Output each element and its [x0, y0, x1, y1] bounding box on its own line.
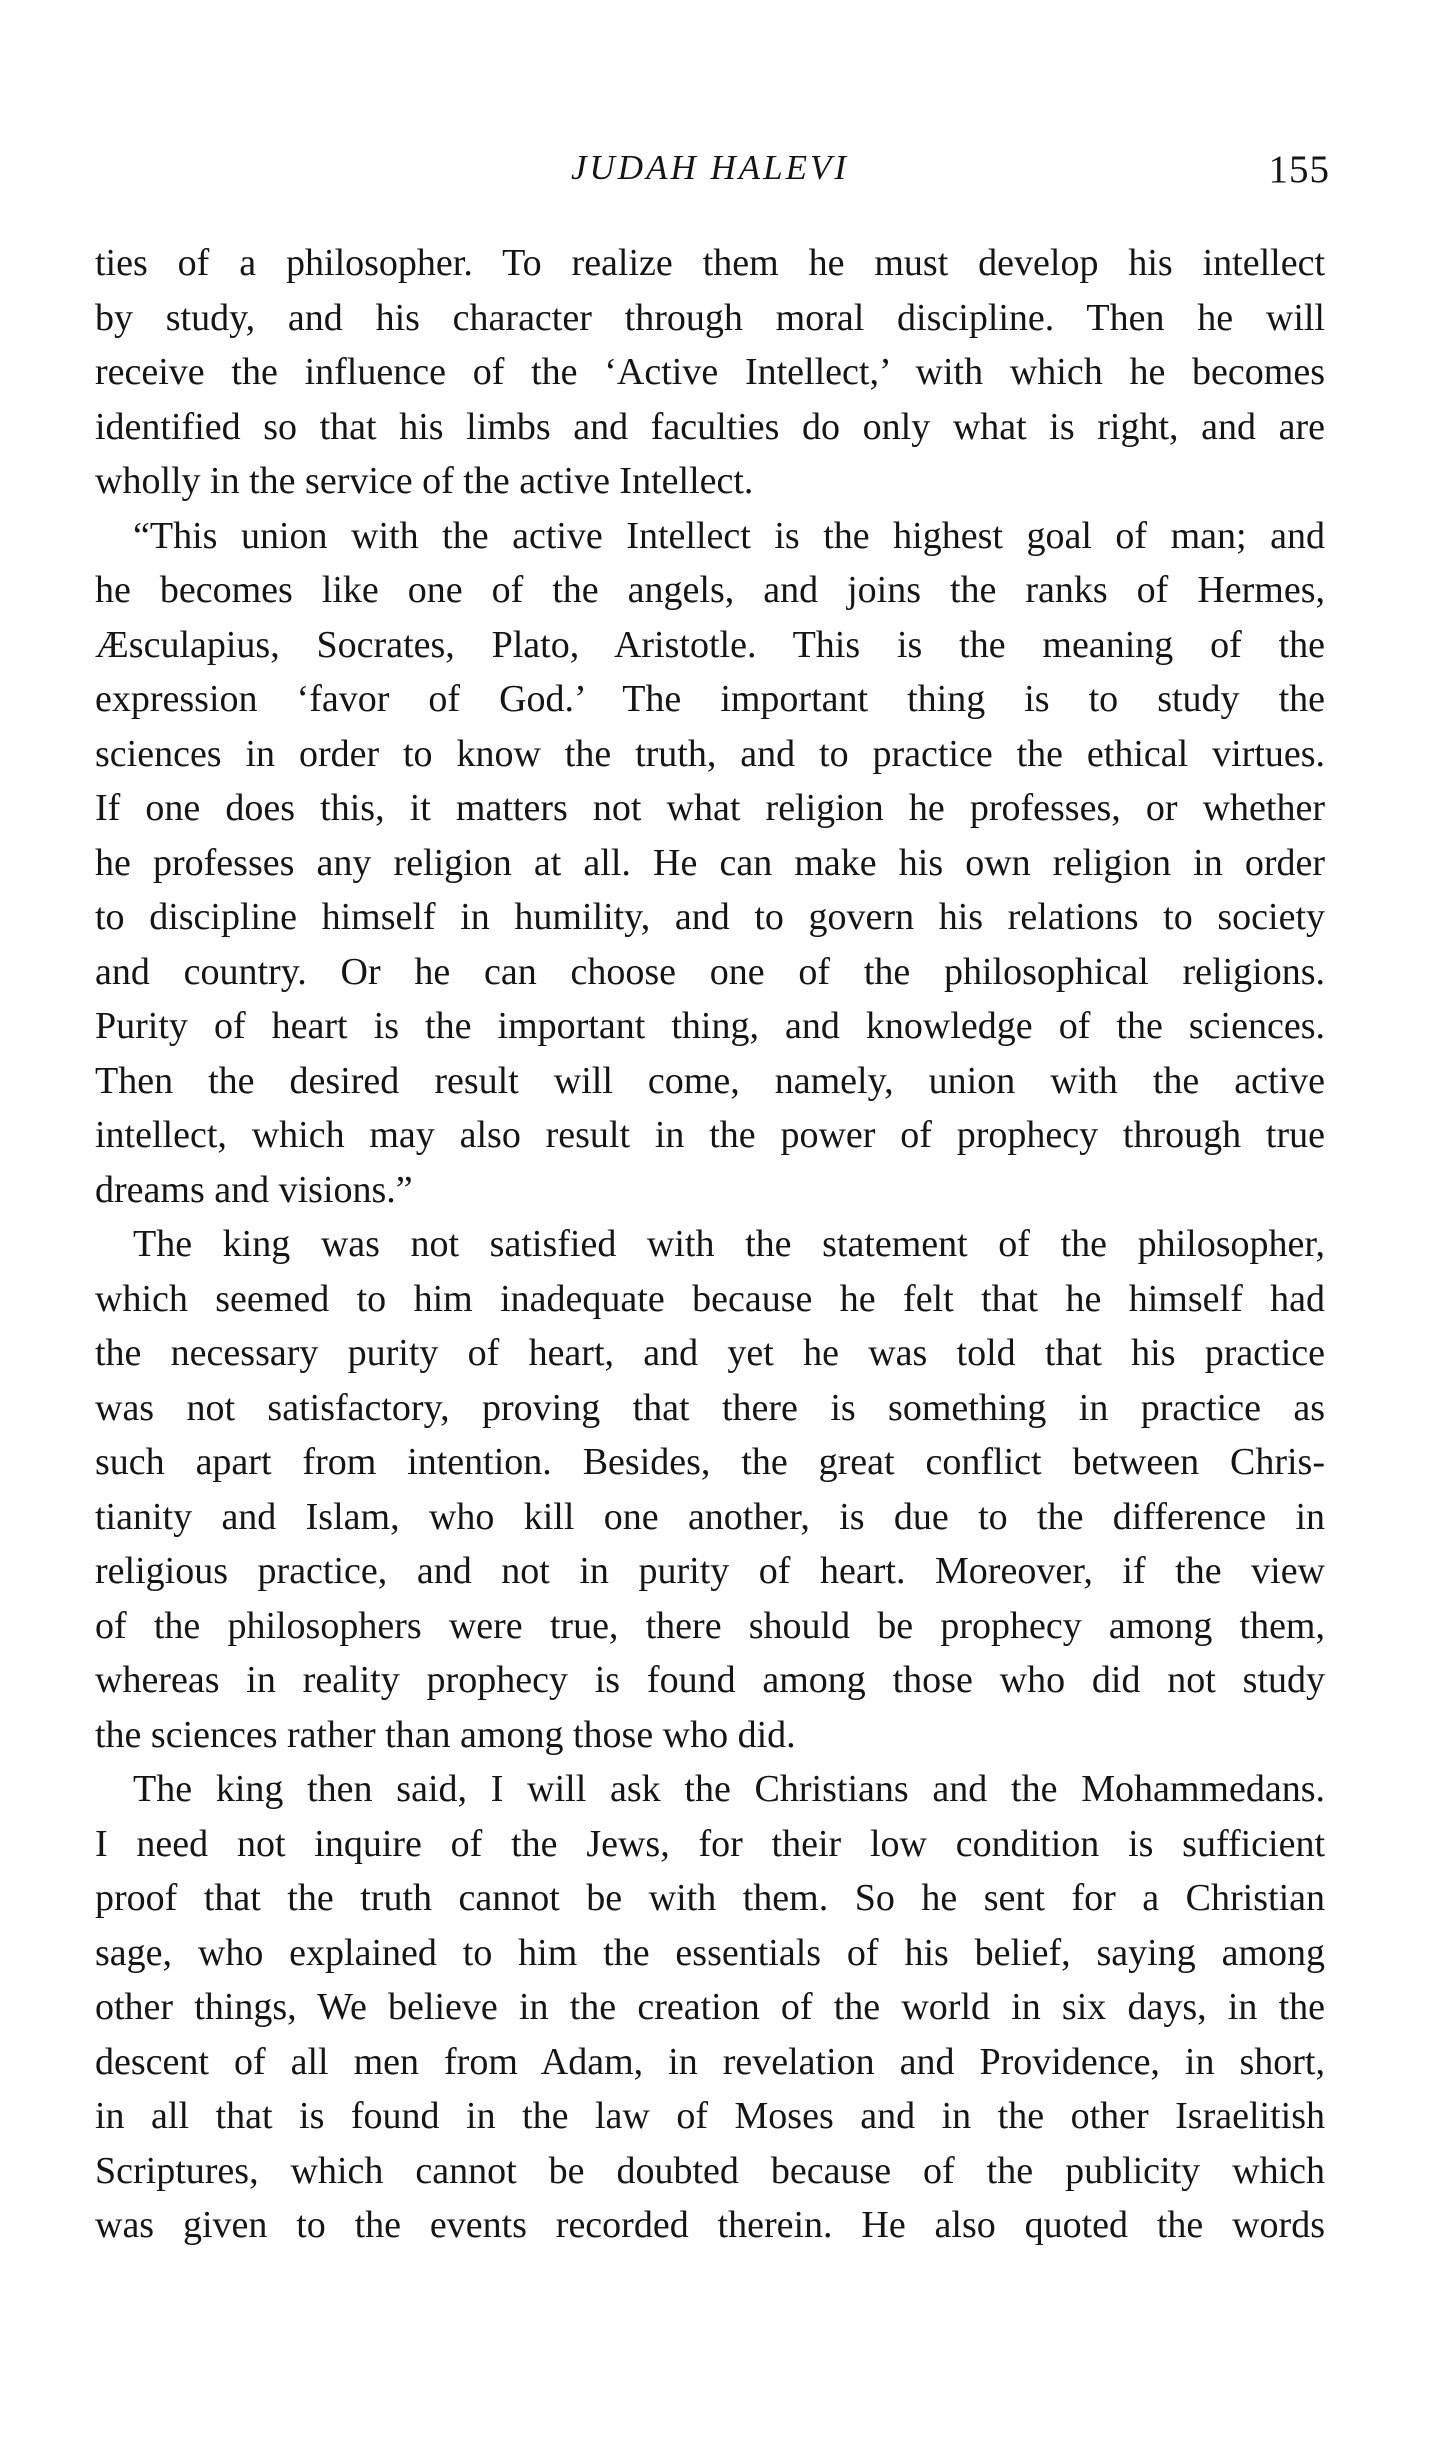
- text-line: descent of all men from Adam, in revelation and Providence, in short,: [95, 2040, 1325, 2083]
- text-line: the sciences rather than among those who did.: [95, 1713, 796, 1756]
- text-line: he professes any religion at all. He can make his own religion in order: [95, 841, 1325, 884]
- text-line: ties of a philosopher. To realize them he must develop his intellect: [95, 242, 1325, 284]
- text-line: the necessary purity of heart, and yet he was told that his practice: [95, 1332, 1325, 1374]
- text-line: The king then said, I will ask the Christians and the Mohammedans.: [133, 1768, 1325, 1810]
- text-line: religious practice, and not in purity of heart. Moreover, if the view: [95, 1550, 1325, 1592]
- paragraph-1: [95, 236, 1325, 509]
- text-line: which seemed to him inadequate because he felt that he himself had: [95, 1277, 1325, 1320]
- text-line: other things, We believe in the creation of the world in six days, in the: [95, 1986, 1325, 2028]
- text-line: Scriptures, which cannot be doubted because of the publicity which: [95, 2149, 1325, 2192]
- text-line: receive the influence of the ‘Active Intellect,’ with which he becomes: [95, 351, 1325, 393]
- text-line: sage, who explained to him the essentials of his belief, saying among: [95, 1931, 1325, 1974]
- paragraph-2: [95, 509, 1325, 1218]
- text-line: identified so that his limbs and faculties do only what is right, and are: [95, 405, 1325, 448]
- paragraph-3: [95, 1217, 1325, 1762]
- text-line: such apart from intention. Besides, the great conflict between Chris-: [95, 1441, 1325, 1483]
- text-line: I need not inquire of the Jews, for their low condition is sufficient: [95, 1822, 1325, 1865]
- text-line: expression ‘favor of God.’ The important thing is to study the: [95, 678, 1325, 720]
- text-line: in all that is found in the law of Moses and in the other Israelitish: [95, 2095, 1325, 2137]
- text-line: Æsculapius, Socrates, Plato, Aristotle. This is the meaning of the: [95, 623, 1325, 666]
- text-line: was not satisfactory, proving that there is something in practice as: [95, 1386, 1325, 1429]
- text-line: wholly in the service of the active Intellect.: [95, 460, 754, 502]
- running-title: JUDAH HALEVI: [570, 148, 850, 187]
- text-line: whereas in reality prophecy is found among those who did not study: [95, 1659, 1325, 1701]
- text-line: proof that the truth cannot be with them. So he sent for a Christian: [95, 1877, 1325, 1919]
- text-line: intellect, which may also result in the power of prophecy through true: [95, 1114, 1325, 1156]
- text-line: If one does this, it matters not what religion he professes, or whether: [95, 787, 1325, 829]
- body-text: [95, 236, 1325, 2253]
- text-line: to discipline himself in humility, and to govern his relations to society: [95, 896, 1325, 938]
- text-line: dreams and visions.”: [95, 1168, 413, 1211]
- page-number: 155: [1268, 148, 1330, 191]
- text-line: by study, and his character through moral discipline. Then he will: [95, 296, 1325, 339]
- text-line: of the philosophers were true, there should be prophecy among them,: [95, 1604, 1325, 1647]
- text-line: “This union with the active Intellect is the highest goal of man; and: [133, 514, 1325, 557]
- text-line: The king was not satisfied with the statement of the philosopher,: [133, 1223, 1325, 1265]
- text-line: Then the desired result will come, namely, union with the active: [95, 1059, 1325, 1102]
- text-line: was given to the events recorded therein. He also quoted the words: [95, 2204, 1325, 2246]
- text-line: Purity of heart is the important thing, and knowledge of the sciences.: [95, 1005, 1325, 1047]
- text-line: tianity and Islam, who kill one another, is due to the difference in: [95, 1495, 1325, 1538]
- text-line: he becomes like one of the angels, and joins the ranks of Hermes,: [95, 569, 1325, 611]
- paragraph-4: [95, 1762, 1325, 2253]
- text-line: sciences in order to know the truth, and to practice the ethical virtues.: [95, 732, 1325, 775]
- text-line: and country. Or he can choose one of the philosophical religions.: [95, 950, 1325, 993]
- running-head: [90, 140, 1330, 198]
